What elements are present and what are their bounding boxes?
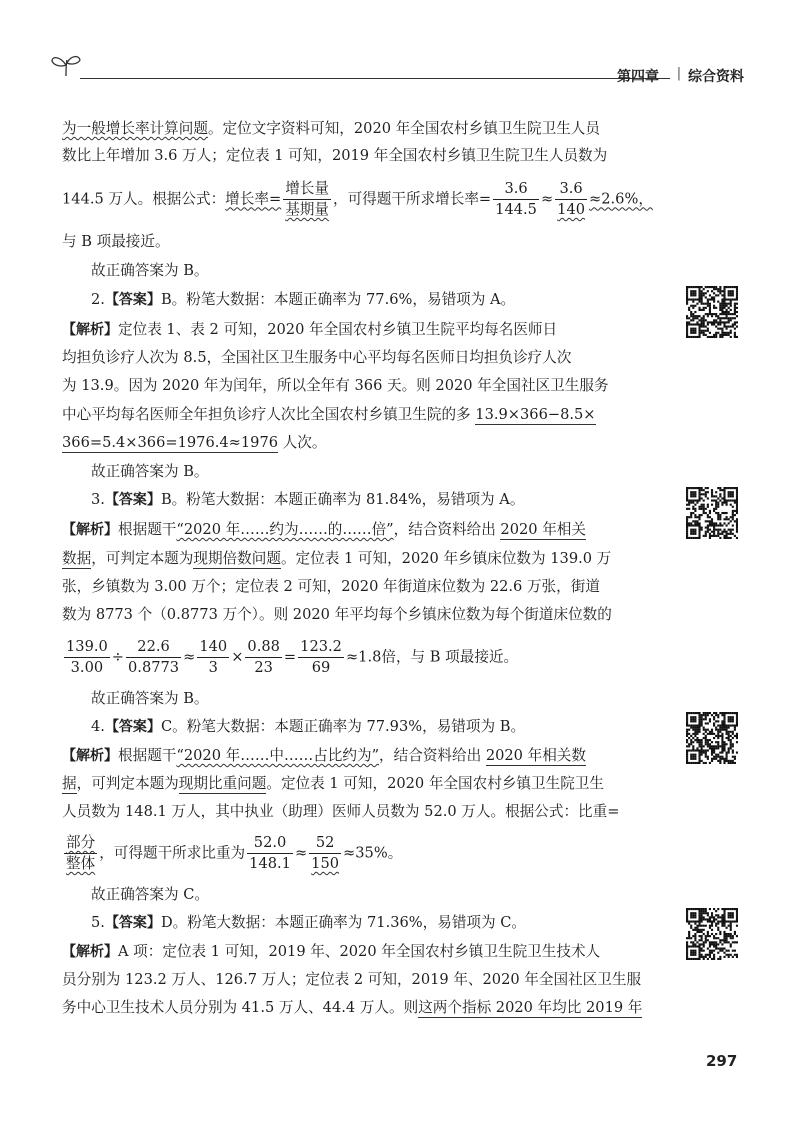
text-line: 人员数为 148.1 万人，其中执业（助理）医师人员数为 52.0 万人。根据公式：比重= xyxy=(62,803,620,820)
section-title: 综合资料 xyxy=(688,69,744,85)
text-line: 张，乡镇数为 3.00 万个；定位表 2 可知，2020 年街道床位数为 22.6 万张，街道 xyxy=(62,578,600,595)
sprout-logo-icon xyxy=(50,52,82,78)
text-line: 数据，可判定本题为现期倍数问题。定位表 1 可知，2020 年乡镇床位数为 139.0 万 xyxy=(62,550,612,567)
fraction: $\frac{3.6}{144.5}$ xyxy=(495,180,537,218)
header-separator: | xyxy=(676,66,682,81)
q5-answer: 5.【答案】D。粉笔大数据：本题正确率为 71.36%，易错项为 C。 xyxy=(91,914,527,931)
chapter-label: 第四章 xyxy=(617,69,659,85)
q3-answer: 3.【答案】B。粉笔大数据：本题正确率为 81.84%，易错项为 A。 xyxy=(91,491,525,508)
answer-conclusion: 故正确答案为 B。 xyxy=(91,262,209,279)
text-line: 366=5.4×366=1976.4≈1976 人次。 xyxy=(62,434,327,451)
q2-analysis-line: 【解析】定位表 1、表 2 可知，2020 年全国农村乡镇卫生院平均每名医师日 xyxy=(62,321,558,338)
header-rule xyxy=(80,78,670,79)
fraction: $\frac{52}{150}$ xyxy=(311,834,340,872)
text-line: 中心平均每名医师全年担负诊疗人次比全国农村乡镇卫生院的多 13.9×366−8.5× xyxy=(62,406,596,423)
text-line: 均担负诊疗人次为 8.5，全国社区卫生服务中心平均每名医师日均担负诊疗人次 xyxy=(62,349,572,366)
qr-code-icon[interactable] xyxy=(686,712,738,764)
fraction: $\frac{22.6}{0.8773}$ xyxy=(128,638,180,676)
q2-answer: 2.【答案】B。粉笔大数据：本题正确率为 77.6%，易错项为 A。 xyxy=(91,291,516,308)
text-line: 数为 8773 个（0.8773 万个）。则 2020 年平均每个乡镇床位数为每个街道床位数的 xyxy=(62,606,612,623)
answer-conclusion: 故正确答案为 B。 xyxy=(91,690,209,707)
q4-answer: 4.【答案】C。粉笔大数据：本题正确率为 77.93%，易错项为 B。 xyxy=(91,718,526,735)
text-line: 与 B 项最接近。 xyxy=(62,233,170,250)
text-line: 务中心卫生技术人员分别为 41.5 万人、44.4 万人。则这两个指标 2020 年均比 2019 年 xyxy=(62,999,643,1016)
text-line: 据，可判定本题为现期比重问题。定位表 1 可知，2020 年全国农村乡镇卫生院卫生 xyxy=(62,775,604,792)
qr-code-icon[interactable] xyxy=(686,487,738,539)
fraction: $\frac{140}{3}$ xyxy=(199,638,228,676)
formula-line: 部分 整体 ，可得题干所求比重为 $\frac{52.0}{148.1}$ ≈ $\frac{52}{150}$ ≈35%。 xyxy=(66,834,403,872)
answer-conclusion: 故正确答案为 C。 xyxy=(91,886,209,903)
text-line: 为 13.9。因为 2020 年为闰年，所以全年有 366 天。则 2020 年全国社区卫生服务 xyxy=(62,377,609,394)
formula-line: 144.5 万人。根据公式：增长率= 增长量 基期量 ，可得题干所求增长率= $\frac{3.6}{144.5}$ ≈ $\frac{3.6}{140}$ ≈2.6%， xyxy=(62,180,653,218)
fraction: $\frac{139.0}{3.00}$ xyxy=(66,638,108,676)
fraction: $\frac{0.88}{23}$ xyxy=(247,638,280,676)
q3-analysis-line: 【解析】根据题干“2020 年……约为……的……倍”，结合资料给出 2020 年相关 xyxy=(62,521,586,538)
text-line: 员分别为 123.2 万人、126.7 万人；定位表 2 可知，2019 年、2020 年全国社区卫生服 xyxy=(62,971,642,988)
fraction: 增长量 基期量 xyxy=(285,180,329,218)
text-line: 为一般增长率计算问题。定位文字资料可知，2020 年全国农村乡镇卫生院卫生人员 xyxy=(62,120,600,137)
page-header xyxy=(0,0,800,90)
qr-code-icon[interactable] xyxy=(686,286,738,338)
qr-code-icon[interactable] xyxy=(686,908,738,960)
text-line: 数比上年增加 3.6 万人；定位表 1 可知，2019 年全国农村乡镇卫生院卫生人员数为 xyxy=(62,147,608,164)
fraction: 部分 整体 xyxy=(66,834,96,872)
fraction: $\frac{52.0}{148.1}$ xyxy=(249,834,291,872)
page-number: 297 xyxy=(706,1052,738,1070)
formula-line: $\frac{139.0}{3.00}$ ÷ $\frac{22.6}{0.8773}$ ≈ $\frac{140}{3}$ × $\frac{0.88}{23}$ = $\frac{123.2}{69}$ ≈1.8倍，与 B 项最接近。 xyxy=(66,638,519,676)
fraction: $\frac{3.6}{140}$ xyxy=(557,180,586,218)
q4-analysis-line: 【解析】根据题干“2020 年……中……占比约为”，结合资料给出 2020 年相关数 xyxy=(62,747,586,764)
fraction: $\frac{123.2}{69}$ xyxy=(300,638,342,676)
q5-analysis-line: 【解析】A 项：定位表 1 可知，2019 年、2020 年全国农村乡镇卫生院卫生技术人 xyxy=(62,943,601,960)
answer-conclusion: 故正确答案为 B。 xyxy=(91,463,209,480)
